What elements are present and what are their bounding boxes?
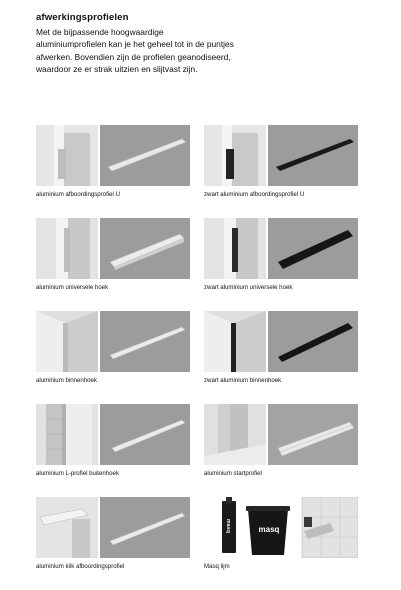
product-card bbox=[36, 497, 190, 571]
click-profile-icon bbox=[36, 497, 190, 558]
product-caption: zwart aluminium binnenhoek bbox=[204, 377, 282, 384]
product-card bbox=[204, 404, 358, 478]
intro-line: Met de bijpassende hoogwaardige bbox=[36, 27, 164, 37]
product-image bbox=[36, 125, 190, 186]
product-card bbox=[36, 125, 190, 199]
product-card bbox=[36, 404, 190, 478]
product-image bbox=[204, 497, 358, 558]
product-caption: aluminium binnenhoek bbox=[36, 377, 97, 384]
product-caption: aluminium universele hoek bbox=[36, 284, 109, 291]
product-card bbox=[204, 218, 358, 292]
product-caption: aluminium L-profiel buitenhoek bbox=[36, 470, 119, 477]
product-card bbox=[36, 218, 190, 292]
product-caption: aluminium startprofiel bbox=[204, 470, 262, 477]
product-card bbox=[204, 497, 358, 571]
product-card bbox=[36, 311, 190, 385]
intro-line: aluminiumprofielen kan je het geheel tot in de puntjes bbox=[36, 39, 234, 50]
u-profile-icon bbox=[204, 125, 358, 186]
product-caption: zwart aluminium afboordingsprofiel U bbox=[204, 191, 305, 198]
product-grid bbox=[36, 125, 358, 590]
start-profile-icon bbox=[204, 404, 358, 465]
product-row bbox=[36, 497, 358, 583]
product-caption: zwart aluminium universele hoek bbox=[204, 284, 293, 291]
cartridge-brand-label: masq bbox=[225, 519, 231, 534]
product-row bbox=[36, 218, 358, 304]
product-caption: aluminium klik afboordingsprofiel bbox=[36, 563, 125, 570]
product-caption: Masq lijm bbox=[204, 563, 230, 570]
intro-line: waardoor ze er strak uitzien en slijtvast zijn. bbox=[36, 64, 198, 75]
product-row bbox=[36, 404, 358, 490]
product-image bbox=[36, 497, 190, 558]
inner-corner-icon bbox=[204, 311, 358, 372]
product-image bbox=[36, 404, 190, 465]
universal-corner-icon bbox=[204, 218, 358, 279]
product-card bbox=[204, 125, 358, 199]
product-image bbox=[36, 218, 190, 279]
product-image bbox=[204, 125, 358, 186]
product-image bbox=[36, 311, 190, 372]
section-title: afwerkingsprofielen bbox=[36, 12, 129, 23]
intro-line: afwerken. Bovendien zijn de profielen geanodiseerd, bbox=[36, 51, 231, 62]
product-row bbox=[36, 311, 358, 397]
u-profile-icon bbox=[36, 125, 190, 186]
product-image bbox=[204, 311, 358, 372]
product-card bbox=[204, 311, 358, 385]
product-image bbox=[204, 404, 358, 465]
product-caption: aluminium afboordingsprofiel U bbox=[36, 191, 121, 198]
product-image bbox=[204, 218, 358, 279]
universal-corner-icon bbox=[36, 218, 190, 279]
product-row bbox=[36, 125, 358, 211]
intro-text bbox=[36, 26, 376, 76]
inner-corner-icon bbox=[36, 311, 190, 372]
l-profile-icon bbox=[36, 404, 190, 465]
bucket-brand-label: masq bbox=[258, 525, 280, 534]
intro-section bbox=[36, 12, 376, 76]
